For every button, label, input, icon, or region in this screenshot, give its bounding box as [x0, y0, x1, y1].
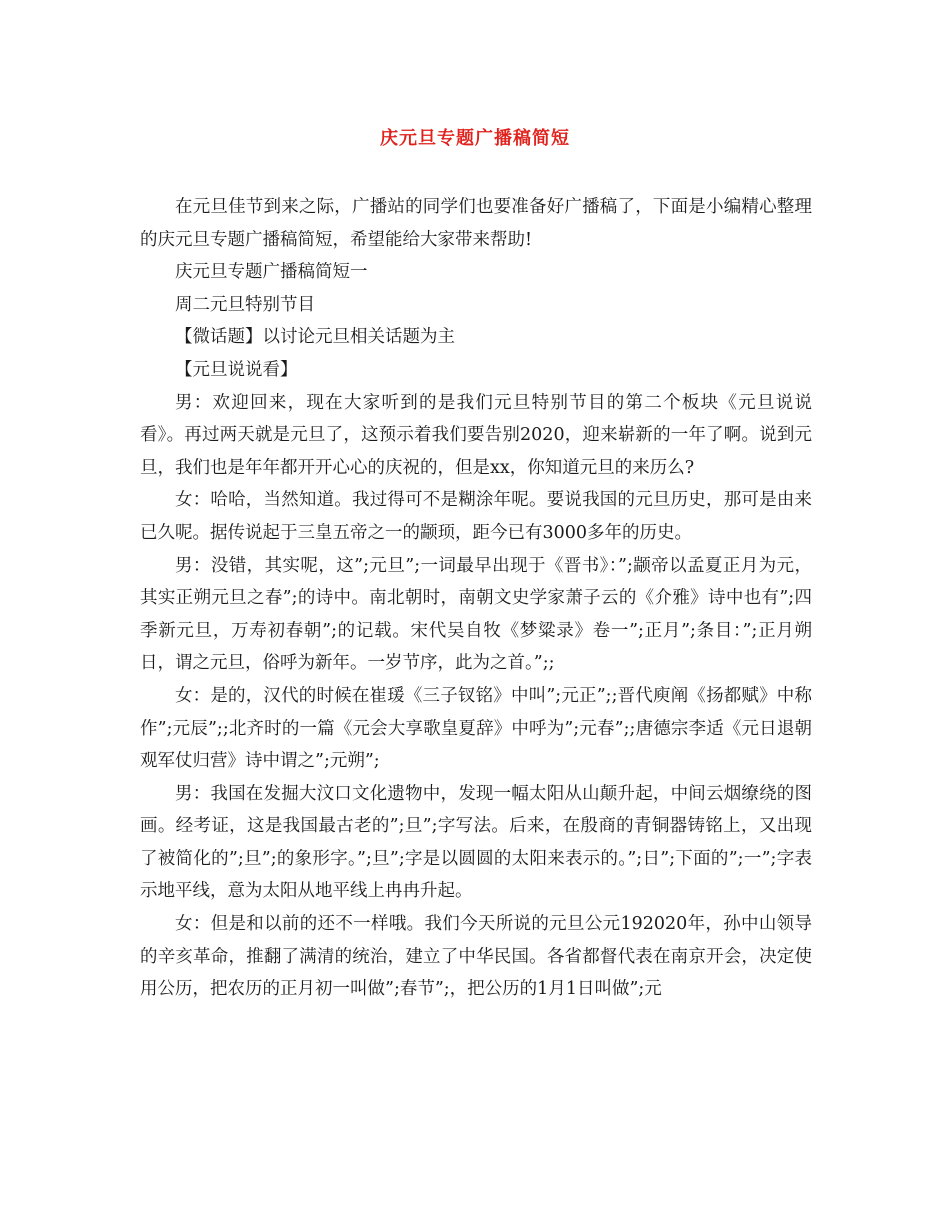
paragraph-micro-topic: 【微话题】以讨论元旦相关话题为主 — [175, 327, 455, 348]
paragraph-dialogue: 女：是的，汉代的时候在崔瑗《三子钗铭》中叫”;元正”;;晋代庾阐《扬都赋》中称作”;元辰”;;北齐时的一篇《元会大享歌皇夏辞》中呼为”;元春”;;唐德宗李适《元日退朝观军仗归营》诗中谓之”;元朔”; — [140, 685, 812, 772]
paragraph-intro: 在元旦佳节到来之际，广播站的同学们也要准备好广播稿了，下面是小编精心整理的庆元旦专题广播稿简短，希望能给大家带来帮助! — [140, 197, 812, 250]
paragraph-dialogue: 女：哈哈，当然知道。我过得可不是糊涂年呢。要说我国的元旦历史，那可是由来已久呢。据传说起于三皇五帝之一的颛顼，距今已有3000多年的历史。 — [140, 490, 812, 543]
document-title: 庆元旦专题广播稿简短 — [380, 128, 570, 149]
document-body — [140, 191, 812, 1006]
paragraph-dialogue: 男：欢迎回来，现在大家听到的是我们元旦特别节目的第二个板块《元旦说说看》。再过两天就是元旦了，这预示着我们要告别2020，迎来崭新的一年了啊。说到元旦，我们也是年年都开开心心的庆祝的，但是xx，你知道元旦的来历么? — [140, 392, 812, 478]
paragraph-segment-title: 【元旦说说看】 — [175, 359, 298, 380]
paragraph-dialogue: 女：但是和以前的还不一样哦。我们今天所说的元旦公元192020年，孙中山领导的辛亥革命，推翻了满清的统治，建立了中华民国。各省都督代表在南京开会，决定使用公历，把农历的正月初一叫做”;春节”;，把公历的1月1日叫做”;元 — [140, 914, 812, 1000]
paragraph-program-name: 周二元旦特别节目 — [175, 294, 315, 315]
paragraph-dialogue: 男：我国在发掘大汶口文化遗物中，发现一幅太阳从山颠升起，中间云烟缭绕的图画。经考证，这是我国最古老的”;旦”;字写法。后来，在殷商的青铜器铸铭上，又出现了被简化的”;旦”;的象形字。”;旦”;字是以圆圆的太阳来表示的。”;日”;下面的”;一”;字表示地平线，意为太阳从地平线上冉冉升起。 — [140, 783, 812, 902]
paragraph-dialogue: 男：没错，其实呢，这”;元旦”;一词最早出现于《晋书》：”;颛帝以孟夏正月为元，其实正朔元旦之春”;的诗中。南北朝时，南朝文史学家萧子云的《介雅》诗中也有”;四季新元旦，万寿初春朝”;的记载。宋代吴自牧《梦粱录》卷一”;正月”;条目：”;正月朔日，谓之元旦，俗呼为新年。一岁节序，此为之首。”;; — [140, 555, 812, 674]
paragraph-section-heading: 庆元旦专题广播稿简短一 — [175, 262, 368, 283]
